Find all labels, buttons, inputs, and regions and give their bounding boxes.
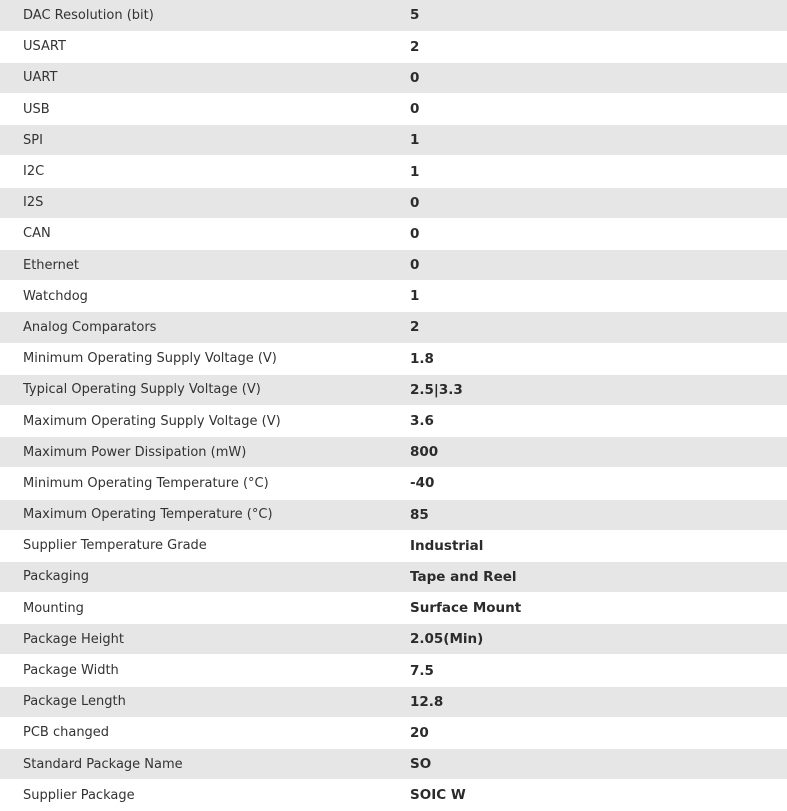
- spec-row: [0, 343, 787, 374]
- spec-row: [0, 0, 787, 31]
- spec-row: [0, 156, 787, 187]
- spec-value: SO: [410, 749, 787, 780]
- spec-value: 3.6: [410, 405, 787, 436]
- spec-label: DAC Resolution (bit): [0, 0, 410, 31]
- spec-label: PCB changed: [0, 717, 410, 748]
- spec-label: Packaging: [0, 561, 410, 592]
- spec-row: [0, 250, 787, 281]
- spec-label: USART: [0, 31, 410, 62]
- spec-value: 2.05(Min): [410, 624, 787, 655]
- spec-label: Package Length: [0, 686, 410, 717]
- spec-label: UART: [0, 62, 410, 93]
- spec-value: Surface Mount: [410, 593, 787, 624]
- spec-label: Standard Package Name: [0, 749, 410, 780]
- spec-row: [0, 530, 787, 561]
- spec-label: Supplier Package: [0, 780, 410, 811]
- spec-label: CAN: [0, 218, 410, 249]
- spec-row: [0, 437, 787, 468]
- spec-row: [0, 717, 787, 748]
- spec-value: 1: [410, 156, 787, 187]
- spec-value: 5: [410, 0, 787, 31]
- spec-value: 0: [410, 62, 787, 93]
- spec-value: Industrial: [410, 530, 787, 561]
- spec-label: Maximum Operating Temperature (°C): [0, 499, 410, 530]
- spec-value: Tape and Reel: [410, 561, 787, 592]
- spec-row: [0, 468, 787, 499]
- spec-row: [0, 312, 787, 343]
- spec-value: 2: [410, 31, 787, 62]
- spec-row: [0, 374, 787, 405]
- spec-row: [0, 125, 787, 156]
- spec-row: [0, 405, 787, 436]
- spec-value: 12.8: [410, 686, 787, 717]
- spec-row: [0, 281, 787, 312]
- spec-row: [0, 561, 787, 592]
- spec-label: Supplier Temperature Grade: [0, 530, 410, 561]
- spec-value: 0: [410, 187, 787, 218]
- spec-label: Package Height: [0, 624, 410, 655]
- spec-value: 1: [410, 125, 787, 156]
- spec-value: 0: [410, 94, 787, 125]
- spec-label: Analog Comparators: [0, 312, 410, 343]
- spec-value: 0: [410, 218, 787, 249]
- spec-label: Maximum Operating Supply Voltage (V): [0, 405, 410, 436]
- spec-value: -40: [410, 468, 787, 499]
- spec-row: [0, 94, 787, 125]
- spec-value: 2: [410, 312, 787, 343]
- spec-row: [0, 62, 787, 93]
- spec-row: [0, 499, 787, 530]
- spec-value: 1.8: [410, 343, 787, 374]
- spec-value: 800: [410, 437, 787, 468]
- spec-value: 1: [410, 281, 787, 312]
- spec-row: [0, 655, 787, 686]
- spec-row: [0, 686, 787, 717]
- spec-label: USB: [0, 94, 410, 125]
- spec-label: I2C: [0, 156, 410, 187]
- spec-row: [0, 593, 787, 624]
- spec-value: 7.5: [410, 655, 787, 686]
- spec-label: Mounting: [0, 593, 410, 624]
- spec-row: [0, 187, 787, 218]
- spec-label: Typical Operating Supply Voltage (V): [0, 374, 410, 405]
- spec-row: [0, 624, 787, 655]
- spec-row: [0, 31, 787, 62]
- spec-label: Maximum Power Dissipation (mW): [0, 437, 410, 468]
- spec-row: [0, 749, 787, 780]
- spec-label: Ethernet: [0, 250, 410, 281]
- spec-row: [0, 780, 787, 811]
- spec-value: 0: [410, 250, 787, 281]
- spec-value: SOIC W: [410, 780, 787, 811]
- spec-value: 20: [410, 717, 787, 748]
- spec-label: Minimum Operating Supply Voltage (V): [0, 343, 410, 374]
- spec-label: Watchdog: [0, 281, 410, 312]
- spec-label: SPI: [0, 125, 410, 156]
- spec-label: Minimum Operating Temperature (°C): [0, 468, 410, 499]
- spec-label: Package Width: [0, 655, 410, 686]
- spec-value: 85: [410, 499, 787, 530]
- spec-value: 2.5|3.3: [410, 374, 787, 405]
- spec-label: I2S: [0, 187, 410, 218]
- spec-row: [0, 218, 787, 249]
